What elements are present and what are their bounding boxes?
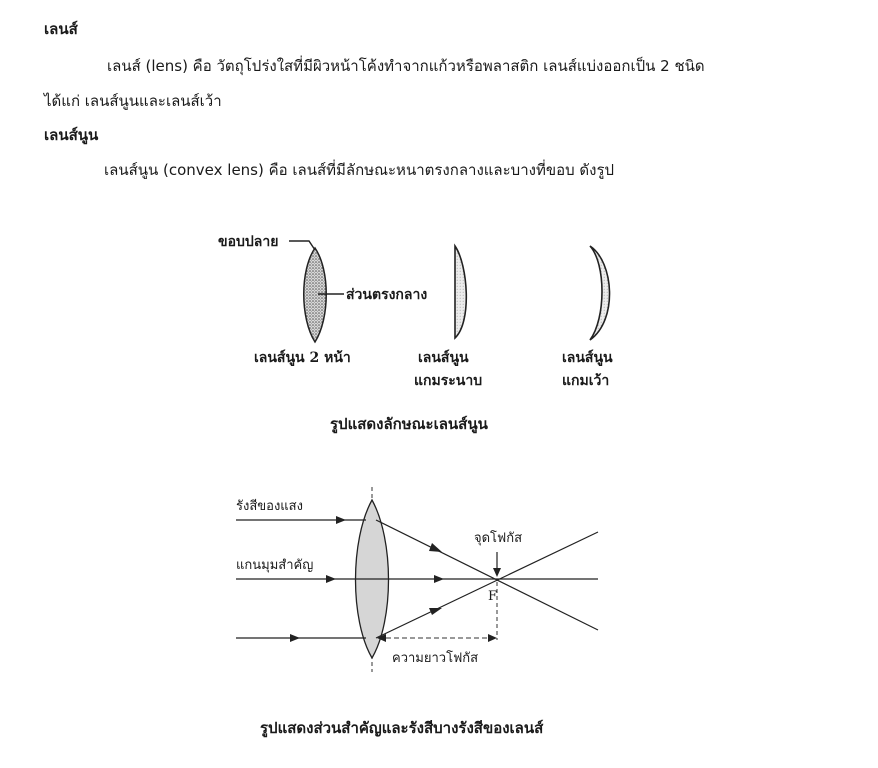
label-center: ส่วนตรงกลาง [346,287,428,303]
lens3-name-line2: แกมเว้า [562,373,610,389]
edge-leader-line [289,241,315,250]
label-focal-length: ความยาวโฟกัส [392,651,479,666]
figure2-caption: รูปแสดงส่วนสำคัญและรังสีบางรังสีของเลนส์ [260,719,544,737]
label-f: F [488,589,498,604]
lens1-name: เลนส์นูน 2 หน้า [254,350,351,366]
axis-arrowhead-1 [326,575,336,583]
lens2-name-line1: เลนส์นูน [418,350,469,366]
lens3-name-line1: เลนส์นูน [562,350,613,366]
meniscus-lens [590,246,610,340]
label-light-rays: รังสีของแสง [236,499,303,514]
lens-definition-line1: เลนส์ (lens) คือ วัตถุโปร่งใสที่มีผิวหน้าโค้งทำจากแก้วหรือพลาสติก เลนส์แบ่งออกเป็น 2 ชนิด [107,57,705,75]
figure1-caption: รูปแสดงลักษณะเลนส์นูน [330,415,488,433]
heading-convex-lens: เลนส์นูน [44,126,99,144]
biconvex-lens [304,248,327,342]
lens-definition-line2: ได้แก่ เลนส์นูนและเลนส์เว้า [44,92,222,110]
ray-bottom-refracted [376,532,598,638]
focal-length-arrow-right [488,634,497,642]
ray-bottom-arrowhead [290,634,300,642]
convex-lens-definition: เลนส์นูน (convex lens) คือ เลนส์ที่มีลักษณะหนาตรงกลางและบางที่ขอบ ดังรูป [104,161,615,179]
ray-top-refracted-arrow [429,543,442,552]
label-principal-axis: แกนมุมสำคัญ [236,558,314,573]
figure1 [218,234,613,434]
label-focal-point: จุดโฟกัส [474,531,523,546]
plano-convex-lens [455,246,466,338]
label-edge: ขอบปลาย [218,234,279,250]
figure2 [236,487,598,738]
ray-top-arrowhead [336,516,346,524]
axis-arrowhead-2 [434,575,444,583]
lens2-name-line2: แกมระนาบ [414,373,483,389]
heading-lens: เลนส์ [44,20,78,38]
focus-pointer-arrowhead [493,568,501,577]
ray-bottom-refracted-arrow [429,608,442,615]
